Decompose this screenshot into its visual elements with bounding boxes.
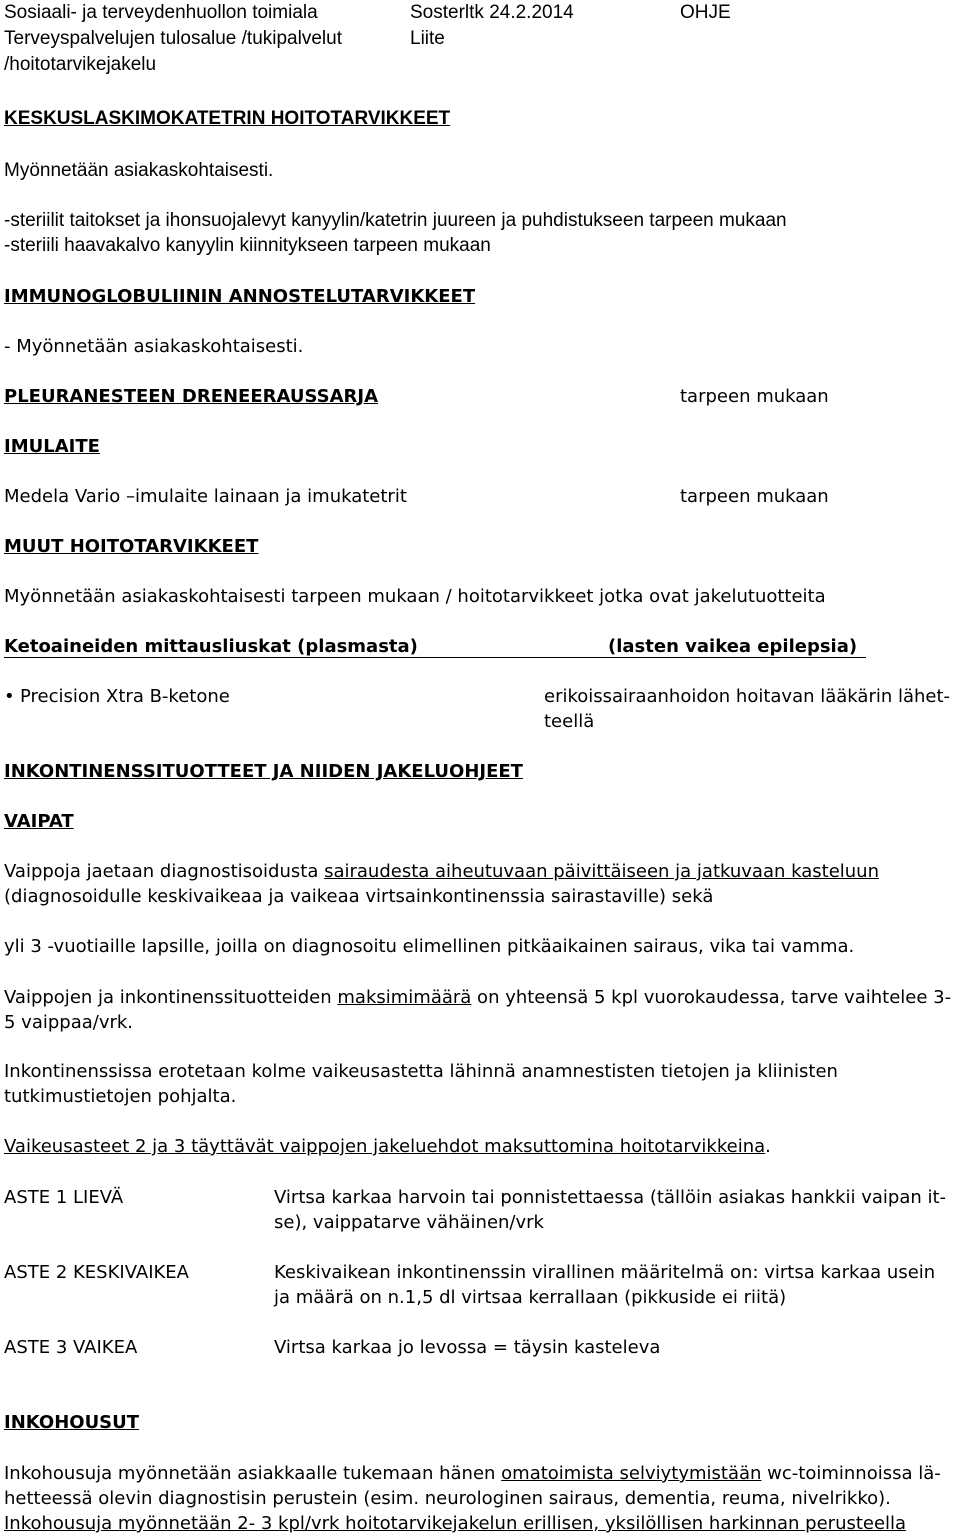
- vaipat-p3-line-2: 5 vaippaa/vrk.: [4, 1012, 134, 1033]
- vaipat-p5: Vaikeusasteet 2 ja 3 täyttävät vaippojen jakeluehdot maksuttomina hoitotarvikkeina.: [4, 1136, 771, 1157]
- imulaite-text: Medela Vario –imulaite lainaan ja imukatetrit: [4, 486, 407, 507]
- steril-line-1: -steriilit taitokset ja ihonsuojalevyt kanyylin/katetrin juureen ja puhdistukseen tarpeen mukaan: [4, 210, 787, 231]
- level-1-label: ASTE 1 LIEVÄ: [4, 1187, 124, 1208]
- doc-type: OHJE: [680, 2, 731, 23]
- org-line-3: /hoitotarvikejakelu: [4, 54, 157, 75]
- inkohousut-line-1: Inkohousuja myönnetään asiakkaalle tukemaan hänen omatoimista selviytymistään wc-toiminnoissa lä-: [4, 1463, 941, 1484]
- org-line-1: Sosiaali- ja terveydenhuollon toimiala: [4, 2, 318, 23]
- immuno-text: - Myönnetään asiakaskohtaisesti.: [4, 336, 304, 357]
- vaipat-p4-line-1: Inkontinenssissa erotetaan kolme vaikeusastetta lähinnä anamnestisten tietojen ja kliinisten: [4, 1061, 838, 1082]
- imulaite-amount: tarpeen mukaan: [680, 486, 829, 507]
- pleura-amount: tarpeen mukaan: [680, 386, 829, 407]
- immuno-heading: IMMUNOGLOBULIININ ANNOSTELUTARVIKKEET: [4, 286, 476, 307]
- steril-line-2: -steriili haavakalvo kanyylin kiinnitykseen tarpeen mukaan: [4, 235, 491, 256]
- inkohousut-heading: INKOHOUSUT: [4, 1412, 140, 1433]
- level-2-desc-2: ja määrä on n.1,5 dl virtsaa kerrallaan (pikkuside ei riitä): [274, 1287, 787, 1308]
- level-3-label: ASTE 3 VAIKEA: [4, 1337, 138, 1358]
- keto-heading-right: (lasten vaikea epilepsia): [608, 636, 858, 657]
- keto-item: Precision Xtra B-ketone: [20, 686, 230, 707]
- bullet: •: [4, 686, 15, 707]
- page-title: KESKUSLASKIMOKATETRIN HOITOTARVIKKEET: [4, 108, 451, 129]
- level-2-desc-1: Keskivaikean inkontinenssin virallinen määritelmä on: virtsa karkaa usein: [274, 1262, 936, 1283]
- intro-text: Myönnetään asiakaskohtaisesti.: [4, 160, 274, 181]
- attachment-label: Liite: [410, 28, 445, 49]
- keto-heading: Ketoaineiden mittausliuskat (plasmasta): [4, 636, 418, 657]
- vaipat-p1-line-2: (diagnosoidulle keskivaikeaa ja vaikeaa virtsainkontinenssia sairastaville) sekä: [4, 886, 714, 907]
- muut-heading: MUUT HOITOTARVIKKEET: [4, 536, 259, 557]
- level-1-desc-1: Virtsa karkaa harvoin tai ponnistettaessa (tällöin asiakas hankkii vaipan it-: [274, 1187, 947, 1208]
- vaipat-p1-line-1: Vaippoja jaetaan diagnostisoidusta sairaudesta aiheutuvaan päivittäiseen ja jatkuvaan kasteluun: [4, 861, 879, 882]
- imulaite-heading: IMULAITE: [4, 436, 100, 457]
- inkohousut-line-2: hetteessä olevin diagnostisin perustein (esim. neurologinen sairaus, dementia, reuma, nivelrikko).: [4, 1488, 891, 1509]
- pleura-heading: PLEURANESTEEN DRENEERAUSSARJA: [4, 386, 379, 407]
- vaipat-p2: yli 3 -vuotiaille lapsille, joilla on diagnosoitu elimellinen pitkäaikainen sairaus, vika tai vamma.: [4, 936, 855, 957]
- keto-underline: [4, 657, 866, 658]
- inkohousut-line-3: Inkohousuja myönnetään 2- 3 kpl/vrk hoitotarvikejakelun erillisen, yksilöllisen harkinnan perusteella: [4, 1513, 907, 1534]
- level-3-desc-1: Virtsa karkaa jo levossa = täysin kasteleva: [274, 1337, 661, 1358]
- inkont-heading: INKONTINENSSITUOTTEET JA NIIDEN JAKELUOHJEET: [4, 761, 523, 782]
- level-2-label: ASTE 2 KESKIVAIKEA: [4, 1262, 189, 1283]
- level-1-desc-2: se), vaippatarve vähäinen/vrk: [274, 1212, 544, 1233]
- keto-note-line-1: erikoissairaanhoidon hoitavan lääkärin lähet-: [544, 686, 951, 707]
- keto-note-line-2: teellä: [544, 711, 595, 732]
- org-line-2: Terveyspalvelujen tulosalue /tukipalvelut: [4, 28, 342, 49]
- vaipat-heading: VAIPAT: [4, 811, 74, 832]
- vaipat-p4-line-2: tutkimustietojen pohjalta.: [4, 1086, 237, 1107]
- doc-reference: Sosterltk 24.2.2014: [410, 2, 574, 23]
- vaipat-p3-line-1: Vaippojen ja inkontinenssituotteiden maksimimäärä on yhteensä 5 kpl vuorokaudessa, tarve vaihtelee 3-: [4, 987, 952, 1008]
- muut-text: Myönnetään asiakaskohtaisesti tarpeen mukaan / hoitotarvikkeet jotka ovat jakelutuotteita: [4, 586, 826, 607]
